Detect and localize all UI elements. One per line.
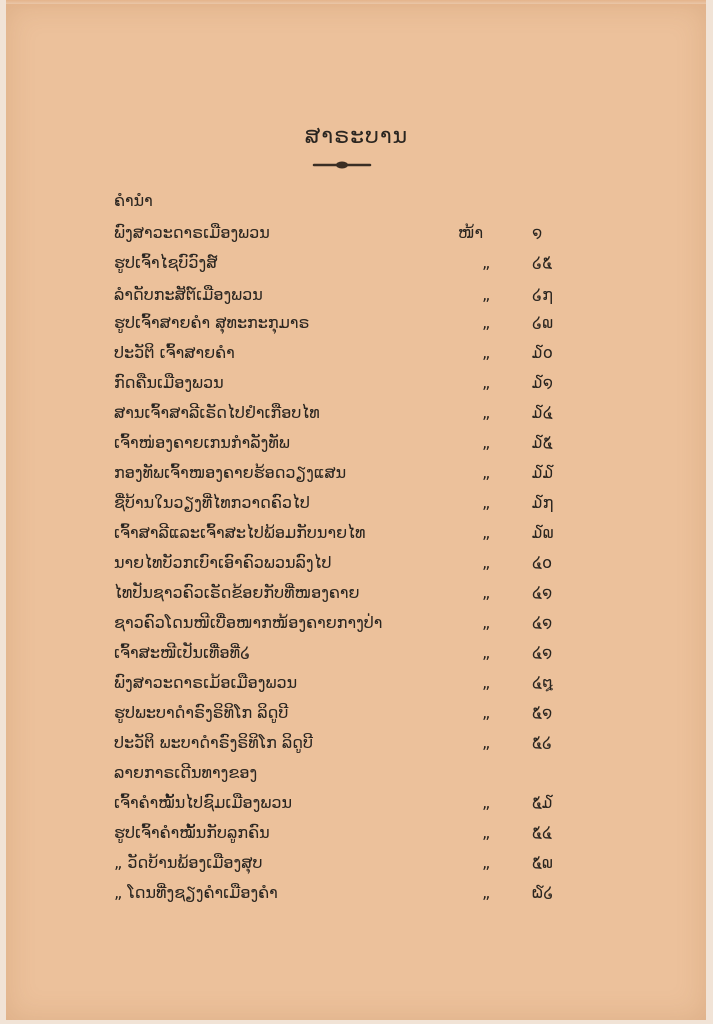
toc-entry-page-number: ໕໔ [532, 823, 552, 842]
toc-entry-page-number: ໕໓ [532, 793, 553, 812]
toc-entry-title: ລາຍກາຣເດີນທາງຂອງ [114, 763, 258, 782]
toc-entry-title: ກົດຄືນເມືອງພວນ [114, 373, 224, 392]
toc-entry [0, 758, 713, 788]
ditto-mark: „ [482, 583, 491, 602]
ditto-mark: „ [482, 553, 491, 572]
toc-entry-page-number: ໑ [532, 223, 543, 242]
toc-entry-page-number: ໓໓ [532, 463, 554, 482]
toc-entry-title: ພົງສາວະດາຣເມ້ອເມືອງພວນ [114, 673, 298, 692]
toc-entry-title: ພົງສາວະດາຣເມືອງພວນ [114, 223, 270, 242]
ditto-mark: „ [482, 613, 491, 632]
toc-entry-page-number: ໔໑ [532, 643, 553, 662]
toc-entry [0, 280, 713, 310]
toc-entry [0, 428, 713, 458]
toc-entry-title: ປະວັຕິ ພະບາດຳຣົງຣິທິໂກ ລິດູບີ [114, 733, 313, 752]
toc-entry-title: ເຈົ້າສາລີແລະເຈົ້າສະໄປພ້ອມກັບນາຍໄທ [114, 523, 366, 542]
toc-entry-title: ຮູປເຈົ້າສາຍຄຳ ສຸທະກະກຸມາຣ [114, 313, 310, 332]
toc-entry-page-number: ໒໕ [532, 253, 553, 272]
toc-entry-page-number: ໕໒ [532, 733, 553, 752]
ditto-mark: „ [482, 373, 491, 392]
toc-entry-page-number: ໔໘ [532, 673, 553, 692]
toc-entry [0, 248, 713, 278]
ditto-mark: „ [482, 433, 491, 452]
toc-entry [0, 368, 713, 398]
toc-entry-page-number: ໓໕ [532, 433, 553, 452]
toc-entry [0, 518, 713, 548]
toc-entry-page-number: ໓໗ [532, 493, 554, 512]
toc-entry [0, 878, 713, 908]
ditto-mark: „ [482, 793, 491, 812]
ditto-mark: „ [482, 403, 491, 422]
toc-entry-title: ຊາວຄົວໂດນໜີເບື່ອໜາກໜ້ອງຄາຍກາງປ່າ [114, 613, 383, 632]
toc-entry-page-number: ໕໑ [532, 703, 553, 722]
ditto-mark: „ [482, 523, 491, 542]
toc-entry-title: ເຈົ້າຄຳໝັ້ນໄປຊົມເມືອງພວນ [114, 793, 293, 812]
toc-entry-page-number: ໓໔ [532, 403, 553, 422]
toc-entry-page-number: ໓໑ [532, 373, 553, 392]
toc-entry [0, 818, 713, 848]
toc-entry-title: ຮູປເຈົ້າຄຳໝັ້ນກັບລູກຄົນ [114, 823, 270, 842]
toc-entry-page-number: ໓໐ [532, 343, 553, 362]
toc-entry-title: „ ວັດບ້ານພ້ອງເມືອງສຸບ [114, 853, 263, 872]
toc-entry [0, 608, 713, 638]
toc-entry [0, 398, 713, 428]
toc-entry [0, 548, 713, 578]
toc-entry-title: ຮູປເຈົ້າໄຊບົວົງສ໌ [114, 253, 218, 272]
toc-entry [0, 488, 713, 518]
ditto-mark: „ [482, 853, 491, 872]
toc-entry [0, 698, 713, 728]
toc-entry-page-number: ໕໙ [532, 853, 553, 872]
toc-entry-title: ກອງທັພເຈົ້າໜອງຄາຍຮ້ອດວຽງແສນ [114, 463, 347, 482]
toc-entry-title: ໄທປັນຊາວຄົວເຣັດຂ້ອຍກັບທີ່ໜອງຄາຍ [114, 583, 360, 602]
toc-entry-title: ຄຳນຳ [114, 191, 153, 210]
ditto-mark: „ [482, 673, 491, 692]
toc-entry-page-number: ໓໙ [532, 523, 554, 542]
ditto-mark: „ [482, 343, 491, 362]
ditto-mark: „ [482, 313, 491, 332]
toc-entry-title: ລຳດັບກະສັຕ໌ເມືອງພວນ [114, 285, 263, 304]
toc-entry-title: ເຈົ້າໜ່ອງຄາຍເກນກຳລັງທັພ [114, 433, 290, 452]
toc-entry [0, 788, 713, 818]
ditto-mark: „ [482, 493, 491, 512]
page-title: ສາຣະບານ [304, 124, 409, 149]
toc-entry-title: ເຈົ້າສະໜີເປັນເທື່ອທີ່໒ [114, 643, 251, 662]
toc-entry [0, 218, 713, 248]
ditto-mark: „ [482, 463, 491, 482]
ditto-mark: „ [482, 643, 491, 662]
toc-entry [0, 848, 713, 878]
toc-entry-title: ສານເຈົ້າສາລີເຣັດໄປຢຳເກືອບໄທ [114, 403, 320, 422]
ditto-mark: „ [482, 883, 491, 902]
toc-entry [0, 458, 713, 488]
toc-entry-page-number: ໔໐ [532, 553, 553, 572]
toc-entry-title: ນາຍໄທບັວກເບົາເອົາຄົວພວນລົງໄປ [114, 553, 332, 572]
toc-entry-page-number: ໔໑ [532, 583, 553, 602]
toc-entry [0, 308, 713, 338]
toc-entry-page-number: ໒໙ [532, 313, 554, 332]
toc-entry [0, 638, 713, 668]
toc-entry-page-number: ໔໑ [532, 613, 553, 632]
toc-entry [0, 338, 713, 368]
ditto-mark: „ [482, 285, 491, 304]
toc-entry [0, 186, 713, 216]
toc-entry [0, 728, 713, 758]
ditto-mark: „ [482, 253, 491, 272]
toc-entry-title: ປະວັຕິ ເຈົ້າສາຍຄຳ [114, 343, 235, 362]
ditto-mark: „ [482, 823, 491, 842]
toc-entry-title: ຊື່ບ້ານໃນວຽງທີ່ໄທກວາດຄົວໄປ [114, 493, 310, 512]
toc-entry [0, 578, 713, 608]
toc-entry-page-number: ໒໗ [532, 285, 553, 304]
ditto-mark: „ [482, 703, 491, 722]
toc-entry [0, 668, 713, 698]
toc-entry-title: „ ໂດນທີ່ງຊຽງຄຳເມືອງຄຳ [114, 883, 278, 902]
toc-entry-title: ຮູປພະບາດຳຣົງຣິທິໂກ ລິດູບີ [114, 703, 289, 722]
ditto-mark: „ [482, 733, 491, 752]
toc-entry-page-number: ໖໒ [532, 883, 554, 902]
page-column-label: ໜ້າ [458, 223, 484, 242]
